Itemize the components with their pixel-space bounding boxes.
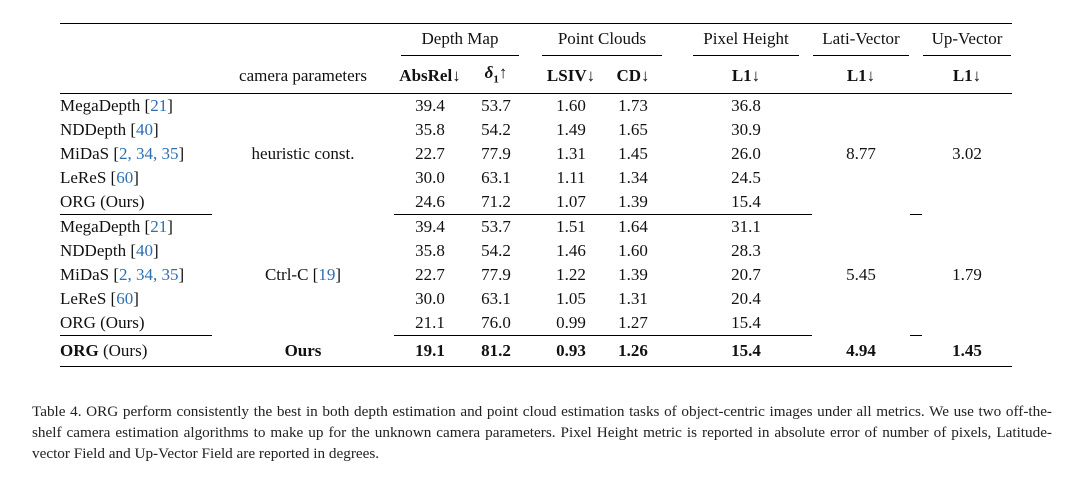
- pixel-cell: 24.5: [731, 168, 761, 187]
- method-cell: ORG (Ours): [60, 311, 212, 336]
- cd-cell: 1.31: [618, 289, 648, 308]
- table-row-ours: [60, 336, 1012, 367]
- lsiv-cell: 0.93: [540, 336, 602, 367]
- lsiv-cell: 1.46: [556, 241, 586, 260]
- lsiv-cell: 1.49: [556, 120, 586, 139]
- delta-cell: 54.2: [481, 241, 511, 260]
- delta-cell: 63.1: [481, 168, 511, 187]
- camera-cell: Ctrl-C [19]: [264, 265, 342, 284]
- citation-link[interactable]: 21: [150, 217, 168, 236]
- table-caption: Table 4. ORG perform consistently the best in both depth estimation and point cloud estimation tasks of object-centric images under all metrics. We use two off-the-shelf camera estimation algorithms to make up for the unknown camera parameters. Pixel Height metric is reported in absolute error of number of pixels, Latitude-vector Field and Up-Vector Field are reported in degrees.: [32, 403, 1052, 462]
- pixel-cell: 15.4: [692, 190, 800, 215]
- group-depth-map: Depth Map: [401, 27, 519, 56]
- method-cell: LeReS [60]: [60, 289, 139, 308]
- absrel-cell: 24.6: [394, 190, 466, 215]
- lsiv-cell: 1.11: [556, 168, 586, 187]
- metric-cd: CD↓: [602, 59, 664, 94]
- cd-cell: 1.26: [602, 336, 664, 367]
- absrel-cell: 35.8: [415, 120, 445, 139]
- citation-link[interactable]: 40: [136, 241, 154, 260]
- method-cell: MegaDepth [21]: [60, 217, 173, 236]
- lsiv-cell: 0.99: [540, 311, 602, 336]
- pixel-cell: 15.4: [692, 336, 800, 367]
- group-up-vector: Up-Vector: [923, 27, 1011, 56]
- delta-cell: 54.2: [481, 120, 511, 139]
- method-cell: NDDepth [40]: [60, 241, 159, 260]
- lsiv-cell: 1.51: [556, 217, 586, 236]
- delta-cell: 71.2: [466, 190, 526, 215]
- citation-link[interactable]: 60: [116, 289, 134, 308]
- lati-cell: 4.94: [812, 336, 910, 367]
- pixel-cell: 28.3: [731, 241, 761, 260]
- delta-cell: 77.9: [481, 144, 511, 163]
- cd-cell: 1.34: [618, 168, 648, 187]
- delta-cell: 77.9: [481, 265, 511, 284]
- citation-link[interactable]: 19: [318, 265, 336, 284]
- cd-cell: 1.73: [618, 96, 648, 115]
- delta-cell: 53.7: [481, 96, 511, 115]
- citation-link[interactable]: 60: [116, 168, 134, 187]
- cd-cell: 1.39: [602, 190, 664, 215]
- lsiv-cell: 1.07: [540, 190, 602, 215]
- up-cell: 3.02: [952, 144, 982, 164]
- camera-cell: heuristic const.: [251, 144, 355, 164]
- citation-link[interactable]: 40: [136, 120, 154, 139]
- delta-cell: 76.0: [466, 311, 526, 336]
- group-ctrl-c: [60, 215, 1012, 336]
- pixel-cell: 15.4: [692, 311, 800, 336]
- citation-link[interactable]: 21: [150, 96, 168, 115]
- absrel-cell: 35.8: [415, 241, 445, 260]
- table-row: [60, 215, 1012, 240]
- absrel-cell: 22.7: [415, 144, 445, 163]
- best-result: [60, 336, 1012, 367]
- citation-link[interactable]: 2, 34, 35: [119, 144, 179, 163]
- pixel-cell: 36.8: [731, 96, 761, 115]
- pixel-cell: 31.1: [731, 217, 761, 236]
- results-table: [60, 23, 1012, 367]
- up-cell: 1.45: [922, 336, 1012, 367]
- pixel-cell: 20.4: [731, 289, 761, 308]
- metric-pixel-l1: L1↓: [692, 59, 800, 94]
- absrel-cell: 30.0: [415, 168, 445, 187]
- cd-cell: 1.65: [618, 120, 648, 139]
- method-cell: MegaDepth [21]: [60, 96, 173, 115]
- metric-lati-l1: L1↓: [812, 59, 910, 94]
- delta-cell: 81.2: [466, 336, 526, 367]
- camera-cell: Ours: [212, 336, 394, 367]
- lsiv-cell: 1.60: [556, 96, 586, 115]
- method-cell: ORG (Ours): [60, 190, 212, 215]
- method-cell: ORG (Ours): [60, 336, 212, 367]
- cd-cell: 1.60: [618, 241, 648, 260]
- method-cell: NDDepth [40]: [60, 120, 159, 139]
- absrel-cell: 21.1: [394, 311, 466, 336]
- metric-absrel: AbsRel↓: [394, 59, 466, 94]
- delta-cell: 63.1: [481, 289, 511, 308]
- cd-cell: 1.27: [602, 311, 664, 336]
- method-cell: MiDaS [2, 34, 35]: [60, 144, 185, 163]
- lati-cell: 8.77: [846, 144, 876, 164]
- metric-lsiv: LSIV↓: [540, 59, 602, 94]
- pixel-cell: 30.9: [731, 120, 761, 139]
- lsiv-cell: 1.22: [556, 265, 586, 284]
- pixel-cell: 20.7: [731, 265, 761, 284]
- absrel-cell: 30.0: [415, 289, 445, 308]
- metric-delta1: $\delta_1↑$: [466, 59, 526, 94]
- group-lati-vector: Lati-Vector: [813, 27, 909, 56]
- delta-cell: 53.7: [481, 217, 511, 236]
- absrel-cell: 19.1: [394, 336, 466, 367]
- up-cell: 1.79: [952, 265, 982, 284]
- citation-link[interactable]: 2, 34, 35: [119, 265, 179, 284]
- absrel-cell: 22.7: [415, 265, 445, 284]
- table-row: [60, 94, 1012, 119]
- lsiv-cell: 1.31: [556, 144, 586, 163]
- cd-cell: 1.45: [618, 144, 648, 163]
- metric-up-l1: L1↓: [922, 59, 1012, 94]
- group-heuristic: [60, 94, 1012, 215]
- cd-cell: 1.39: [618, 265, 648, 284]
- absrel-cell: 39.4: [415, 217, 445, 236]
- cd-cell: 1.64: [618, 217, 648, 236]
- method-cell: LeReS [60]: [60, 168, 139, 187]
- pixel-cell: 26.0: [731, 144, 761, 163]
- lati-cell: 5.45: [846, 265, 876, 284]
- absrel-cell: 39.4: [415, 96, 445, 115]
- lsiv-cell: 1.05: [556, 289, 586, 308]
- header-row-metrics: [60, 59, 1012, 94]
- group-pixel-height: Pixel Height: [693, 27, 799, 56]
- group-point-clouds: Point Clouds: [542, 27, 662, 56]
- method-cell: MiDaS [2, 34, 35]: [60, 265, 185, 284]
- header-row-groups: [60, 24, 1012, 60]
- camera-parameters-header: camera parameters: [212, 59, 394, 94]
